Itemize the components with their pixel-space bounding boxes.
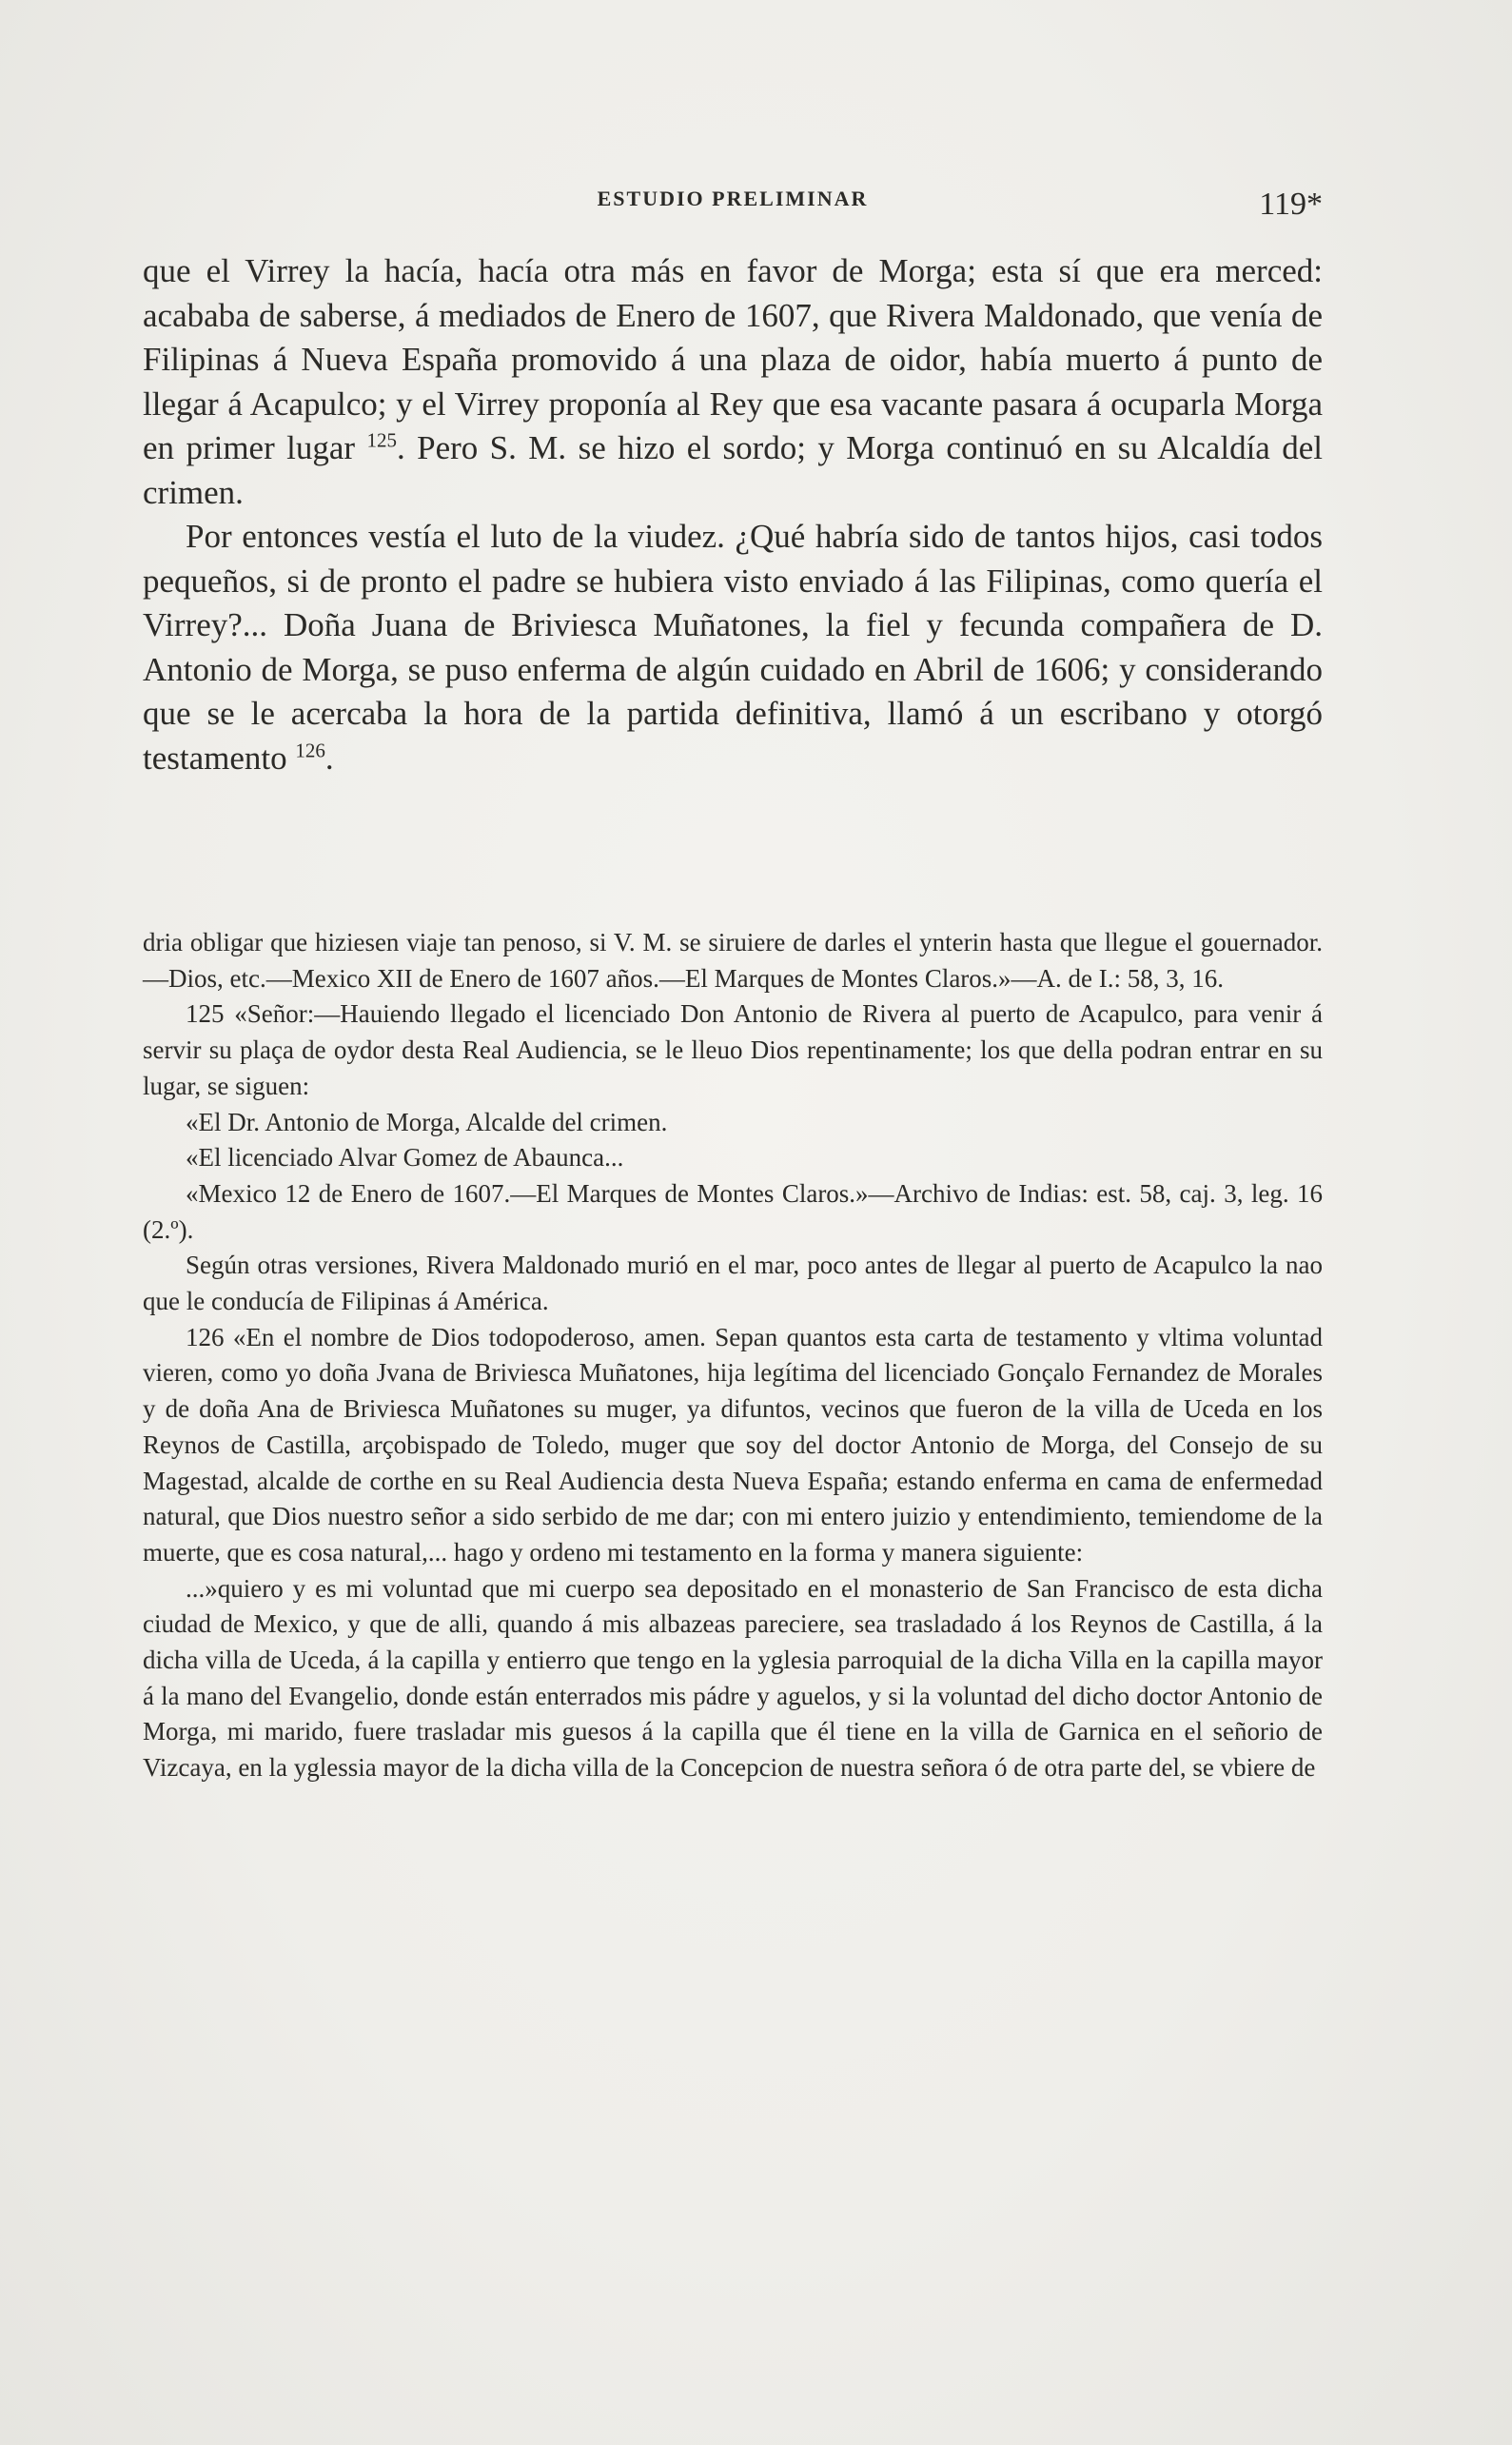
footnote-ref-125: 125 [366, 428, 397, 452]
footnote-126: 126 «En el nombre de Dios todopoderoso, amen. Sepan quantos esta carta de testamento y vltima voluntad vieren, como yo doña Jvana de Briviesca Muñatones, hija legítima del licenciado Gonçalo Fernandez de Morales y de doña Ana de Briviesca Muñatones su muger, ya difuntos, vecinos que fueron de la villa de Uceda en los Reynos de Castilla, arçobispado de Toledo, muger que soy del doctor Antonio de Morga, del Consejo de su Magestad, alcalde de corthe en su Real Audiencia desta Nueva España; estando enferma en cama de enfermedad natural, que Dios nuestro señor a sido serbido de me dar; con mi entero juizio y entendimiento, temiendome de la muerte, que es cosa natural,... hago y ordeno mi testamento en la forma y manera siguiente: [143, 1322, 1323, 1567]
paragraph-1-end: . Pero S. M. se hizo el sordo; y Morga continuó en su Alcaldía del crimen. [143, 429, 1323, 511]
page-header [143, 187, 1323, 225]
paragraph-2-end: . [324, 739, 334, 777]
footnote-ref-126: 126 [295, 738, 325, 761]
footnote-125-line-2: «El licenciado Alvar Gomez de Abaunca... [186, 1143, 624, 1173]
main-text [143, 249, 1323, 780]
paragraph-2 [143, 515, 1323, 780]
footnote-125-source: «Mexico 12 de Enero de 1607.—El Marques de Montes Claros.»—Archivo de Indias: est. 58, caj. 3, leg. 16 (2.º). [143, 1178, 1323, 1244]
footnote-125-remark: Según otras versiones, Rivera Maldonado murió en el mar, poco antes de llegar al puerto de Acapulco la nao que le conducía de Filipinas á América. [143, 1251, 1323, 1316]
footnote-125-line-1: «El Dr. Antonio de Morga, Alcalde del crimen. [186, 1107, 668, 1136]
paragraph-2-text: Por entonces vestía el luto de la viudez. ¿Qué habría sido de tantos hijos, casi todos pequeños, si de pronto el padre se hubiera visto enviado á las Filipinas, como quería el Virrey?... Doña Juana de Briviesca Muñatones, la fiel y fecunda compañera de D. Antonio de Morga, se puso enferma de algún cuidado en Abril de 1606; y considerando que se le acercaba la hora de la partida definitiva, llamó á un escribano y otorgó testamento [143, 518, 1323, 777]
footnote-continuation: dria obligar que hiziesen viaje tan penoso, si V. M. se siruiere de darles el ynterin hasta que llegue el gouernador.—Dios, etc.—Mexico XII de Enero de 1607 años.—El Marques de Montes Claros.»—A. de I.: 58, 3, 16. [143, 928, 1323, 993]
footnote-126-quote: ...»quiero y es mi voluntad que mi cuerpo sea depositado en el monasterio de San Francisco de esta dicha ciudad de Mexico, y que de alli, quando á mis albazeas pareciere, sea trasladado á los Reynos de Castilla, á la dicha villa de Uceda, á la capilla y entierro que tengo en la yglesia parroquial de la dicha Villa en la capilla mayor á la mano del Evangelio, donde están enterrados mis pádre y aguelos, y si la voluntad del dicho doctor Antonio de Morga, mi marido, fuere trasladar mis guesos á la capilla que él tiene en la villa de Garnica en el señorio de Vizcaya, en la yglessia mayor de la dicha villa de la Concepcion de nuestra señora ó de otra parte del, se vbiere de [143, 1573, 1323, 1783]
footnote-125: 125 «Señor:—Hauiendo llegado el licenciado Don Antonio de Rivera al puerto de Acapulco, para venir á servir su plaça de oydor desta Real Audiencia, se le lleuo Dios repentinamente; los que della podran entrar en su lugar, se siguen: [143, 999, 1323, 1100]
page-number: 119* [1259, 187, 1323, 222]
paragraph-1 [143, 249, 1323, 515]
footnotes [143, 925, 1323, 1786]
paragraph-1-text: que el Virrey la hacía, hacía otra más en favor de Morga; esta sí que era merced: acababa de saberse, á mediados de Enero de 1607, que Rivera Maldonado, que venía de Filipinas á Nueva España promovido á una plaza de oidor, había muerto á punto de llegar á Acapulco; y el Virrey proponía al Rey que esa vacante pasara á ocuparla Morga en primer lugar [143, 252, 1323, 466]
running-title: ESTUDIO PRELIMINAR [597, 187, 869, 210]
